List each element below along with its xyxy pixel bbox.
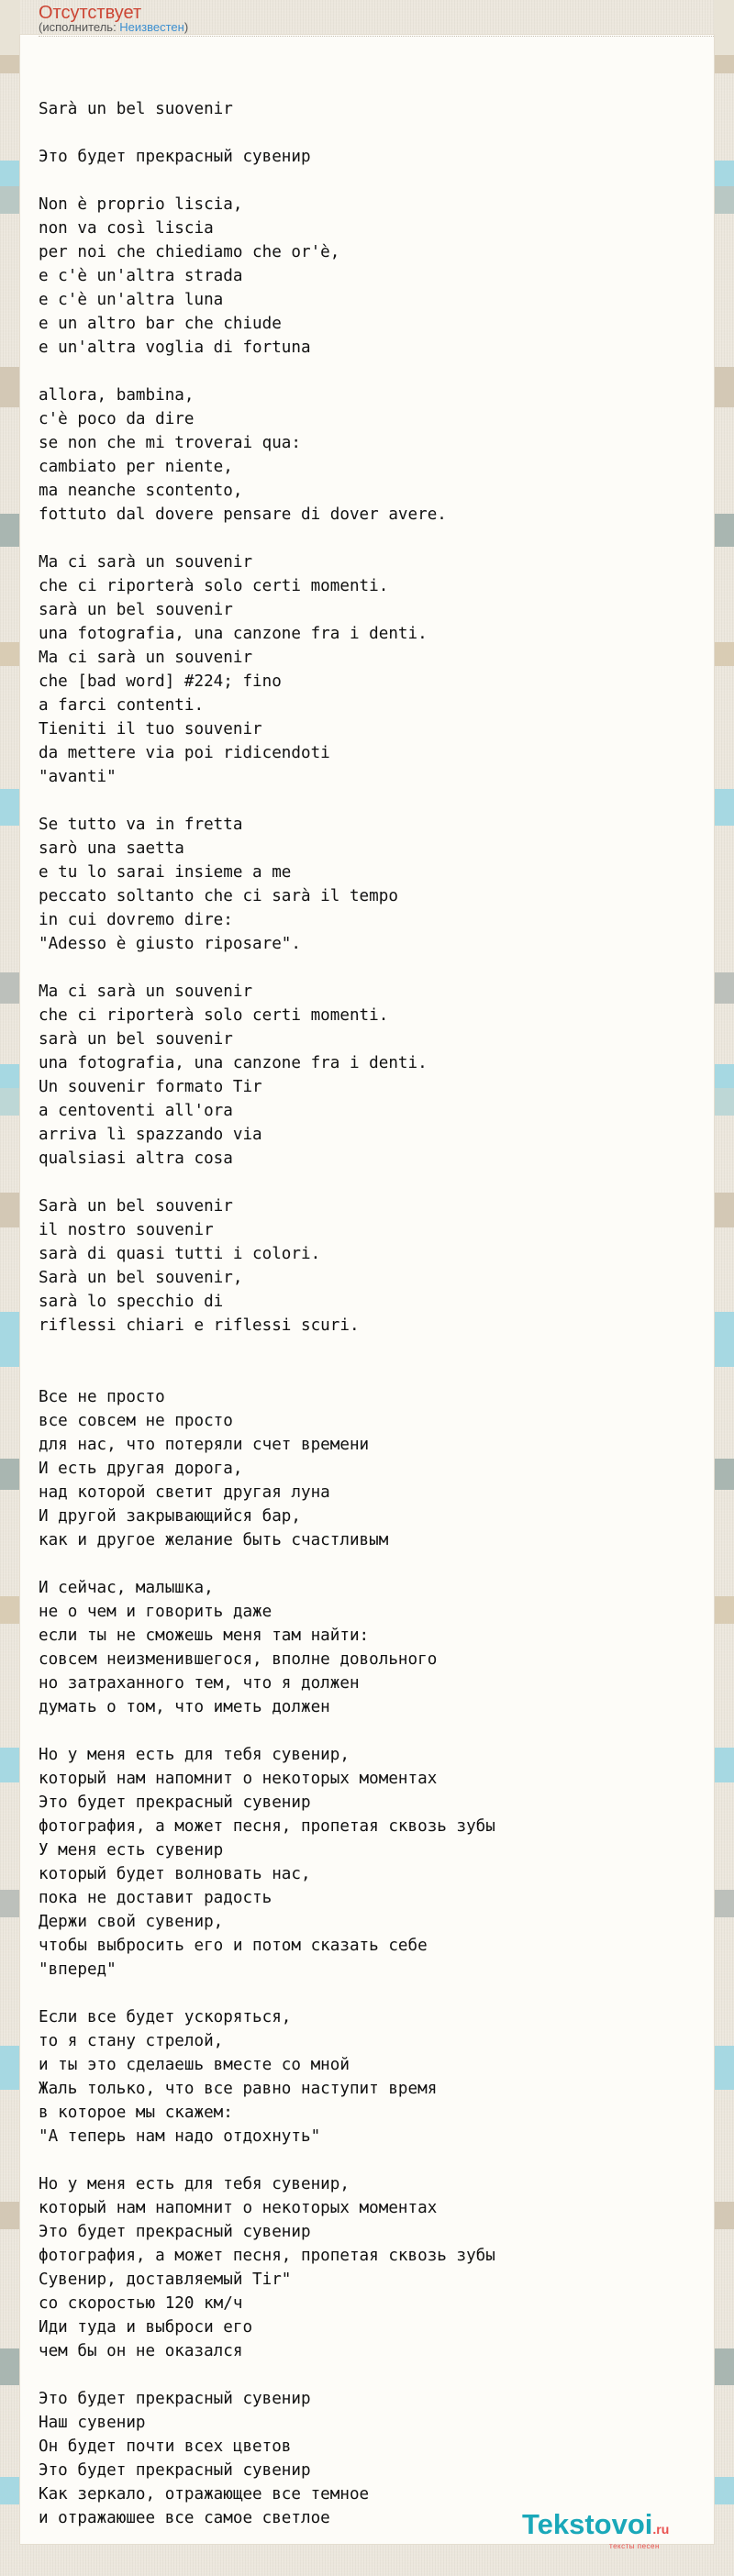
performer-line (39, 21, 188, 34)
left-stripes (0, 0, 20, 2576)
logo-tld: .ru (652, 2522, 670, 2537)
performer-link[interactable]: Неизвестен (119, 20, 184, 34)
lyrics-text: Sarà un bel suovenir Это будет прекрасный сувенир Non è proprio liscia, non va così liscia per noi che chiediamo che or'è, e c'è un'altra strada e c'è un'altra luna e un altro bar che chiude e un'altra voglia di fortuna allora, bambina, c'è poco da dire se non che mi troverai qua: cambiato per niente, ma neanche scontento, fottuto dal dovere pensare di dover avere. Ma ci sarà un souvenir che ci riporterà solo certi momenti. sarà un bel souvenir una fotografia, una canzone fra i denti. Ma ci sarà un souvenir che [bad word] #224; fino a farci contenti. Tieniti il tuo souvenir da mettere via poi ridicendoti "avanti" Se tutto va in fretta sarò una saetta e tu lo sarai insieme a me peccato soltanto che ci sarà il tempo in cui dovremo dire: "Adesso è giusto riposare". Ma ci sarà un souvenir che ci riporterà solo certi momenti. sarà un bel souvenir una fotografia, una canzone fra i denti. Un souvenir formato Tir a centoventi all'ora arriva lì spazzando via qualsiasi altra cosa Sarà un bel souvenir il nostro souvenir sarà di quasi tutti i colori. Sarà un bel souvenir, sarà lo specchio di riflessi chiari e riflessi scuri. Все не просто все совсем не просто для нас, что потеряли счет времени И есть другая дорога, над которой светит другая луна И другой закрывающийся бар, как и другое желание быть счастливым И сейчас, малышка, не о чем и говорить даже если ты не сможешь меня там найти: совсем неизменившегося, вполне довольного но затраханного тем, что я должен думать о том, что иметь должен Но у меня есть для тебя сувенир, который нам напомнит о некоторых моментах Это будет прекрасный сувенир фотография, а может песня, пропетая сквозь зубы У меня есть сувенир который будет волновать нас, пока не доставит радость Держи свой сувенир, чтобы выбросить его и потом сказать себе "вперед" Если все будет ускоряться, то я стану стрелой, и ты это сделаешь вместе со мной Жаль только, что все равно наступит время в которое мы скажем: "А теперь нам надо отдохнуть" Но у меня есть для тебя сувенир, который нам напомнит о некоторых моментах Это будет прекрасный сувенир фотография, а может песня, пропетая сквозь зубы Сувенир, доставляемый Tir" со скоростью 120 км/ч Иди туда и выброси его чем бы он не оказался Это будет прекрасный сувенир Наш сувенир Он будет почти всех цветов Это будет прекрасный сувенир Как зеркало, отражающее все темное и отражаюшее все самое светлое (39, 100, 495, 2527)
logo-tagline: тексты песен (609, 2542, 660, 2550)
song-title: Отсутствует (39, 3, 142, 23)
song-header (20, 0, 714, 35)
header-divider (39, 36, 714, 37)
logo-name: Tekstovoi (522, 2508, 653, 2540)
right-stripes (714, 0, 734, 2576)
performer-suffix: ) (184, 20, 189, 34)
performer-prefix: (исполнитель: (39, 20, 120, 34)
logo-wordmark (522, 2508, 669, 2546)
site-logo[interactable] (522, 2508, 717, 2559)
